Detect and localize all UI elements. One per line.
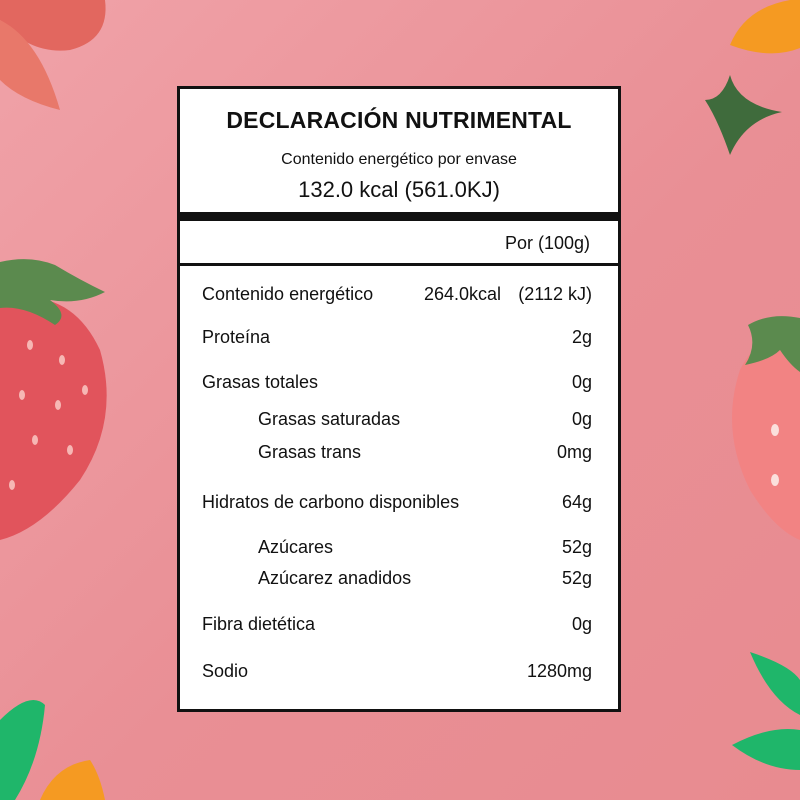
- nutrient-value: 0mg: [556, 442, 592, 462]
- nutrient-value: 0g: [571, 372, 592, 392]
- energy-per-package-label: Contenido energético por envase: [281, 151, 517, 168]
- green-leaf-bottom-left: [0, 700, 45, 800]
- nutrient-row-energy: [202, 284, 592, 308]
- nutrient-name: Azúcarez anadidos: [258, 568, 412, 588]
- nutrient-value: (2112 kJ): [518, 284, 592, 304]
- nutrient-value: 2g: [571, 327, 592, 347]
- nutrient-name: Contenido energético: [202, 284, 374, 304]
- strawberry-right: [732, 316, 800, 540]
- nutrient-value: 64g: [561, 492, 592, 512]
- nutrient-name: Grasas totales: [202, 372, 319, 392]
- nutrient-name: Grasas trans: [258, 442, 362, 462]
- nutrient-row-total-fat: [202, 372, 592, 396]
- nutrient-row-carbohydrates: [202, 492, 592, 516]
- nutrient-name: Grasas saturadas: [258, 409, 401, 429]
- nutrient-row-fiber: [202, 614, 592, 638]
- nutrient-name: Sodio: [202, 661, 249, 681]
- leaf-top-left: [0, 0, 106, 110]
- nutrition-label: [177, 86, 621, 712]
- per-serving-label: Por (100g): [504, 233, 590, 253]
- nutrient-value: 0g: [571, 614, 592, 634]
- thick-divider: [180, 212, 618, 221]
- nutrient-value: 52g: [561, 568, 592, 588]
- nutrient-name: Proteína: [202, 327, 271, 347]
- nutrient-row-added-sugars: [202, 568, 592, 592]
- nutrient-value: 0g: [571, 409, 592, 429]
- nutrient-row-sodium: [202, 661, 592, 685]
- nutrient-value-kcal: 264.0kcal: [424, 284, 502, 304]
- nutrient-row-saturated-fat: [202, 409, 592, 433]
- orange-fruit-top-right: [730, 0, 800, 53]
- strawberry-left: [0, 259, 107, 540]
- nutrient-value: 52g: [561, 537, 592, 557]
- green-leaf-bottom-right: [732, 652, 800, 770]
- label-title: DECLARACIÓN NUTRIMENTAL: [226, 107, 572, 133]
- nutrient-row-sugars: [202, 537, 592, 561]
- orange-fruit-bottom-left: [40, 760, 105, 800]
- nutrient-name: Fibra dietética: [202, 614, 316, 634]
- sparkle-icon: [705, 75, 782, 155]
- thin-divider: [180, 263, 618, 266]
- nutrient-row-protein: [202, 327, 592, 351]
- nutrient-value: 1280mg: [526, 661, 592, 681]
- nutrient-name: Hidratos de carbono disponibles: [202, 492, 460, 512]
- nutrient-row-trans-fat: [202, 442, 592, 466]
- energy-per-package-value: 132.0 kcal (561.0KJ): [298, 177, 500, 202]
- nutrient-name: Azúcares: [258, 537, 334, 557]
